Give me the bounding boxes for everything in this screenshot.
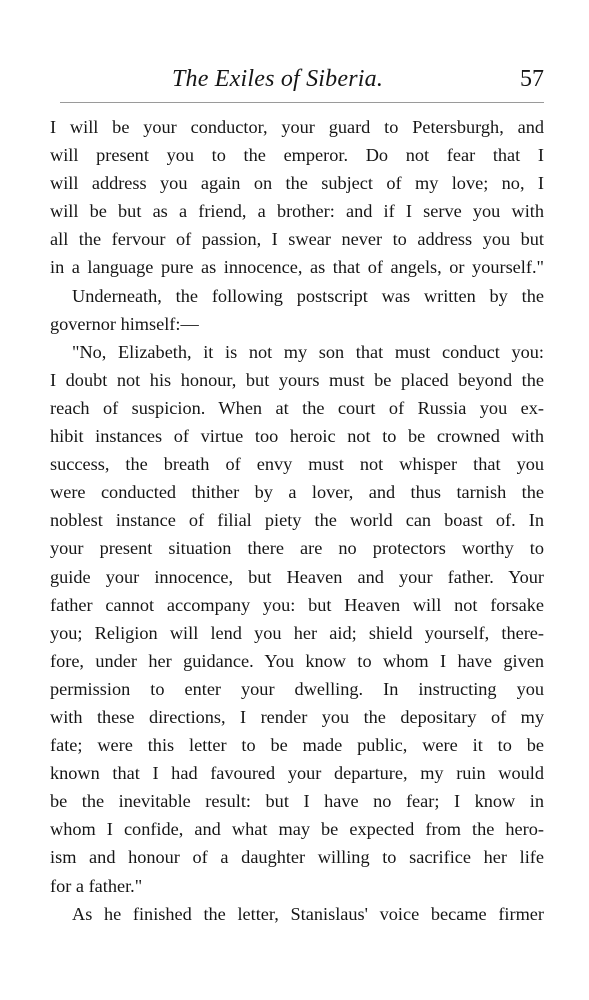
running-title: The Exiles of Siberia. [172, 66, 384, 92]
text-line: guide your innocence, but Heaven and your father. Your [50, 566, 544, 587]
text-line: you; Religion will lend you her aid; shield yourself, there- [50, 622, 544, 643]
text-line: will present you to the emperor. Do not fear that I [50, 145, 544, 166]
text-line: will be but as a friend, a brother: and if I serve you with [50, 201, 544, 222]
text-line: success, the breath of envy must not whisper that you [50, 454, 544, 475]
paragraph-start-line: "No, Elizabeth, it is not my son that must conduct you: [72, 341, 544, 362]
text-line: noblest instance of filial piety the world can boast of. In [50, 510, 544, 531]
page-number: 57 [520, 66, 544, 92]
text-line: your present situation there are no protectors worthy to [50, 538, 544, 559]
text-line: whom I confide, and what may be expected from the hero- [50, 819, 544, 840]
text-line: in a language pure as innocence, as that of angels, or yourself." [50, 257, 544, 278]
text-line: will address you again on the subject of my love; no, I [50, 173, 544, 194]
text-line: permission to enter your dwelling. In instructing you [50, 678, 544, 699]
running-head [60, 62, 544, 102]
text-line: I doubt not his honour, but yours must be placed beyond the [50, 369, 544, 390]
paragraph-end-line: for a father." [50, 875, 143, 896]
text-line: fate; were this letter to be made public, were it to be [50, 735, 544, 756]
paragraph-end-line: governor himself:— [50, 313, 199, 334]
paragraph-start-line: As he finished the letter, Stanislaus' voice became firmer [72, 903, 544, 924]
text-line: reach of suspicion. When at the court of Russia you ex- [50, 397, 544, 418]
text-line: I will be your conductor, your guard to Petersburgh, and [50, 117, 544, 137]
text-line: all the fervour of passion, I swear never to address you but [50, 229, 544, 250]
text-line: hibit instances of virtue too heroic not to be crowned with [50, 426, 544, 447]
body-text [50, 113, 544, 928]
text-line: with these directions, I render you the depositary of my [50, 706, 544, 727]
text-line: be the inevitable result: but I have no fear; I know in [50, 791, 544, 812]
text-line: known that I had favoured your departure, my ruin would [50, 763, 544, 784]
text-line: were conducted thither by a lover, and thus tarnish the [50, 482, 544, 503]
text-line: fore, under her guidance. You know to whom I have given [50, 650, 544, 671]
paragraph-start-line: Underneath, the following postscript was written by the [72, 285, 544, 306]
header-rule [60, 102, 544, 103]
text-line: father cannot accompany you: but Heaven will not forsake [50, 594, 544, 615]
text-line: ism and honour of a daughter willing to sacrifice her life [50, 847, 544, 868]
